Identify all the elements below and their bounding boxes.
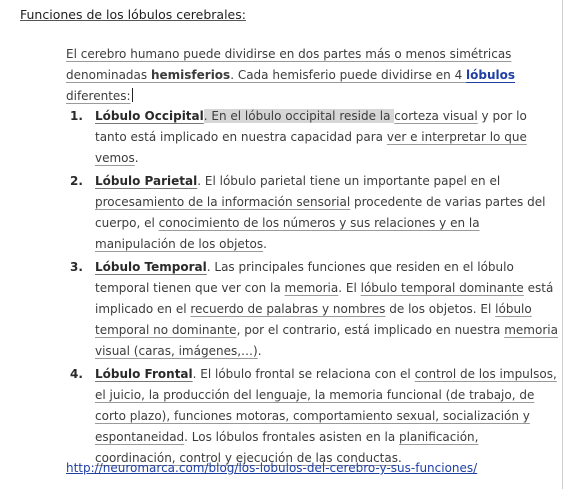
item-text-underlined: planificación, coordinación, control y ejecución de las conductas [95, 430, 479, 465]
hemisferios-term: hemisferios [150, 68, 231, 82]
item-text: . [263, 237, 267, 251]
item-text-underlined: control de los impulsos, el juicio, la producción del lenguaje, la memoria funcional (de trabajo, de corto plazo), funciones motoras, comportamiento sexual, socialización y espontaneidad [95, 367, 557, 444]
item-text: procedente de varias partes del cuerpo, el [95, 195, 546, 230]
intro-paragraph [66, 44, 556, 107]
list-number: 4. [70, 367, 83, 381]
list-number: 1. [70, 109, 83, 123]
term-temporal: Lóbulo Temporal [95, 260, 207, 274]
item-text: y por lo tanto está implicado en nuestra capacidad para [95, 109, 527, 144]
lobulos-link[interactable]: lóbulos [466, 68, 516, 82]
intro-text-3: diferentes: [66, 89, 131, 103]
item-text: de los objetos. El [385, 302, 496, 316]
item-text: . Las principales funciones que residen en el lóbulo temporal tienen que ver con la [95, 260, 514, 295]
item-text-underlined: lóbulo temporal dominante [360, 281, 524, 295]
list-item-frontal [70, 364, 560, 469]
term-parietal: Lóbulo Parietal [95, 174, 198, 188]
item-text: . El lóbulo frontal se relaciona con el [192, 367, 415, 381]
item-text-underlined: recuerdo de palabras y nombres [190, 302, 386, 316]
term-occipital: Lóbulo Occipital [95, 109, 204, 123]
page-border [562, 0, 563, 489]
item-text: . [398, 451, 402, 465]
text-cursor [132, 88, 133, 102]
item-text-underlined: ver e interpretar lo que vemos [95, 130, 527, 165]
item-text-underlined: memoria [284, 281, 339, 295]
list-item-occipital [70, 106, 560, 169]
list-item-temporal [70, 257, 560, 362]
item-text-underlined: corteza visual [394, 109, 478, 123]
item-text-underlined: lóbulo temporal no dominante [95, 302, 532, 337]
term-frontal: Lóbulo Frontal [95, 367, 193, 381]
item-text: , por el contrario, está implicado en nuestra [236, 323, 505, 337]
item-text-underlined: memoria visual (caras, imágenes,…) [95, 323, 558, 358]
item-text-underlined: conocimiento de los números y sus relaciones y en la manipulación de los objetos [95, 216, 480, 251]
list-number: 2. [70, 174, 83, 188]
item-text: . Los lóbulos frontales asisten en la [184, 430, 400, 444]
intro-text-1: El cerebro humano puede dividirse en dos partes más o menos simétricas denominadas [66, 47, 512, 82]
list-item-parietal [70, 171, 560, 255]
intro-text-2: . Cada hemisferio puede dividirse en 4 [230, 68, 467, 82]
item-text: . [257, 344, 262, 358]
page-title: Funciones de los lóbulos cerebrales: [20, 7, 246, 22]
item-text-underlined: procesamiento de la información sensorial [95, 195, 351, 209]
item-text: . [134, 151, 139, 165]
list-number: 3. [70, 260, 83, 274]
item-text: . El lóbulo parietal tiene un importante papel en el [197, 174, 501, 188]
item-text: . En el lóbulo occipital reside la [203, 109, 395, 123]
source-link[interactable]: http://neuromarca.com/blog/los-lobulos-del-cerebro-y-sus-funciones/ [66, 461, 478, 475]
item-text: está implicado en el [95, 281, 554, 316]
item-text: . El [338, 281, 361, 295]
lobes-list [70, 106, 560, 471]
